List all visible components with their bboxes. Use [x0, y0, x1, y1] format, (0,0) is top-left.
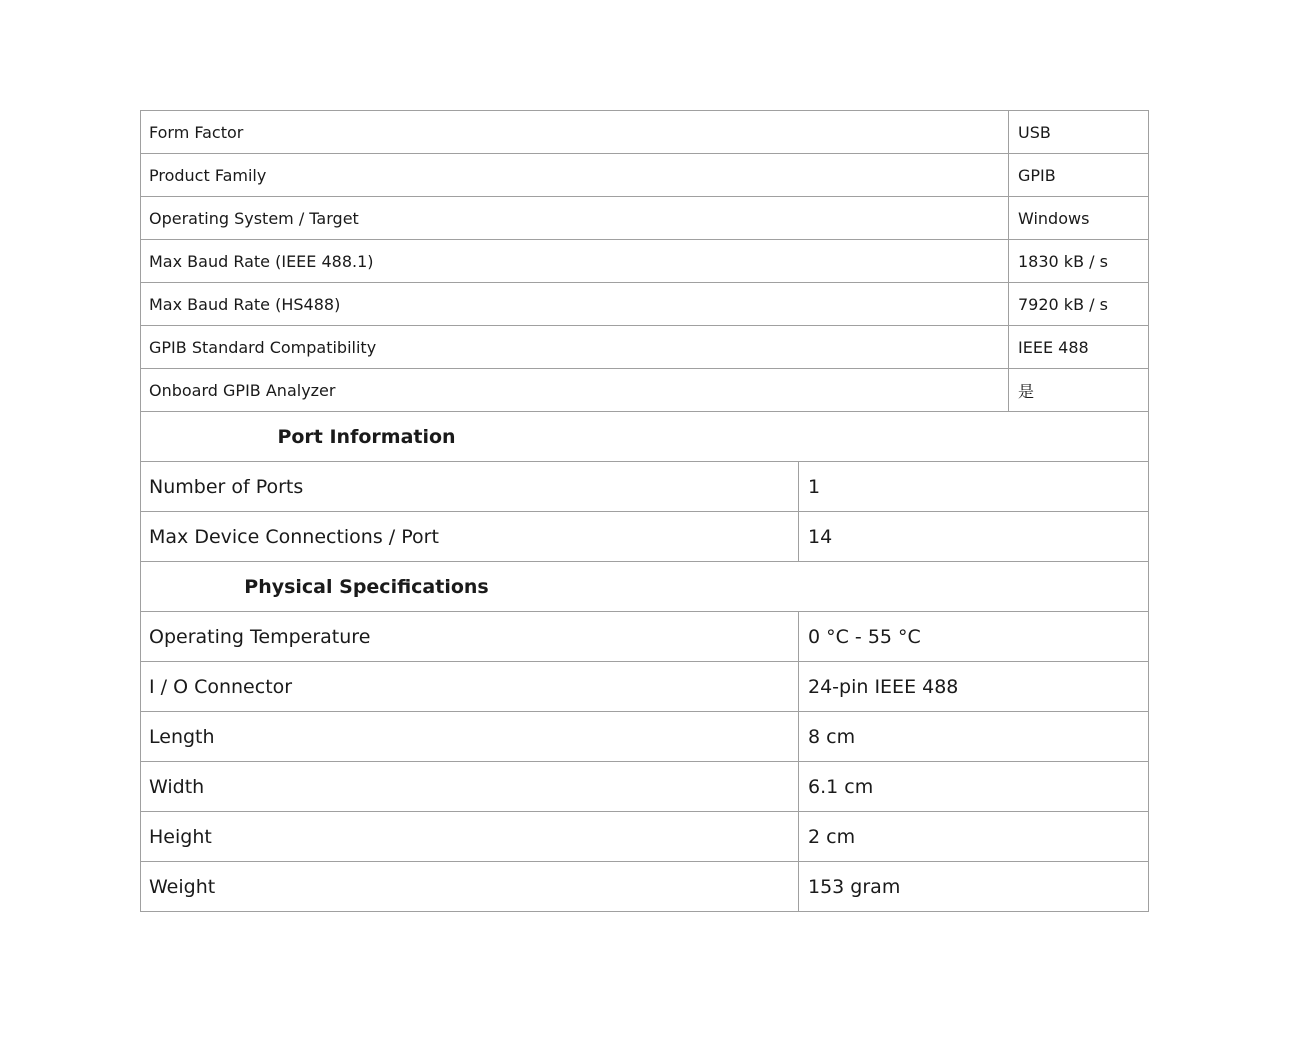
physical-specifications-heading: [141, 562, 1149, 612]
port-information-heading: [141, 412, 1149, 462]
spec-label: Height: [141, 812, 799, 862]
general-specs-table: [140, 110, 1149, 412]
section-header-row: [141, 412, 1149, 462]
table-row: [141, 283, 1149, 326]
table-row: [141, 662, 1149, 712]
table-row: [141, 812, 1149, 862]
spec-value: USB: [1009, 111, 1149, 154]
table-row: [141, 111, 1149, 154]
table-row: [141, 862, 1149, 912]
section-title: Physical Specifications: [244, 575, 489, 598]
spec-label: Max Baud Rate (IEEE 488.1): [141, 240, 1009, 283]
spec-value: 14: [799, 512, 1149, 562]
table-row: [141, 512, 1149, 562]
table-row: [141, 712, 1149, 762]
spec-label: Max Baud Rate (HS488): [141, 283, 1009, 326]
spec-label: Length: [141, 712, 799, 762]
spec-value: 8 cm: [799, 712, 1149, 762]
spec-value: 6.1 cm: [799, 762, 1149, 812]
spec-label: Weight: [141, 862, 799, 912]
spec-tables: [140, 110, 1148, 912]
spec-label: GPIB Standard Compatibility: [141, 326, 1009, 369]
table-row: [141, 154, 1149, 197]
spec-label: Operating System / Target: [141, 197, 1009, 240]
spec-value: IEEE 488: [1009, 326, 1149, 369]
spec-value: 1830 kB / s: [1009, 240, 1149, 283]
table-row: [141, 462, 1149, 512]
spec-value: 153 gram: [799, 862, 1149, 912]
spec-label: Product Family: [141, 154, 1009, 197]
spec-value: GPIB: [1009, 154, 1149, 197]
spec-label: Form Factor: [141, 111, 1009, 154]
table-row: [141, 326, 1149, 369]
section-title: Port Information: [277, 425, 456, 448]
spec-value: 0 °C - 55 °C: [799, 612, 1149, 662]
spec-label: Operating Temperature: [141, 612, 799, 662]
spec-value: 7920 kB / s: [1009, 283, 1149, 326]
detail-specs-table: [140, 411, 1149, 912]
spec-value: 是: [1009, 369, 1149, 412]
spec-label: Number of Ports: [141, 462, 799, 512]
spec-label: Max Device Connections / Port: [141, 512, 799, 562]
spec-value: 2 cm: [799, 812, 1149, 862]
spec-value: 1: [799, 462, 1149, 512]
table-row: [141, 612, 1149, 662]
spec-label: Width: [141, 762, 799, 812]
table-row: [141, 762, 1149, 812]
table-row: [141, 240, 1149, 283]
section-header-row: [141, 562, 1149, 612]
table-row: [141, 369, 1149, 412]
table-row: [141, 197, 1149, 240]
spec-value: Windows: [1009, 197, 1149, 240]
spec-label: Onboard GPIB Analyzer: [141, 369, 1009, 412]
spec-label: I / O Connector: [141, 662, 799, 712]
spec-value: 24-pin IEEE 488: [799, 662, 1149, 712]
